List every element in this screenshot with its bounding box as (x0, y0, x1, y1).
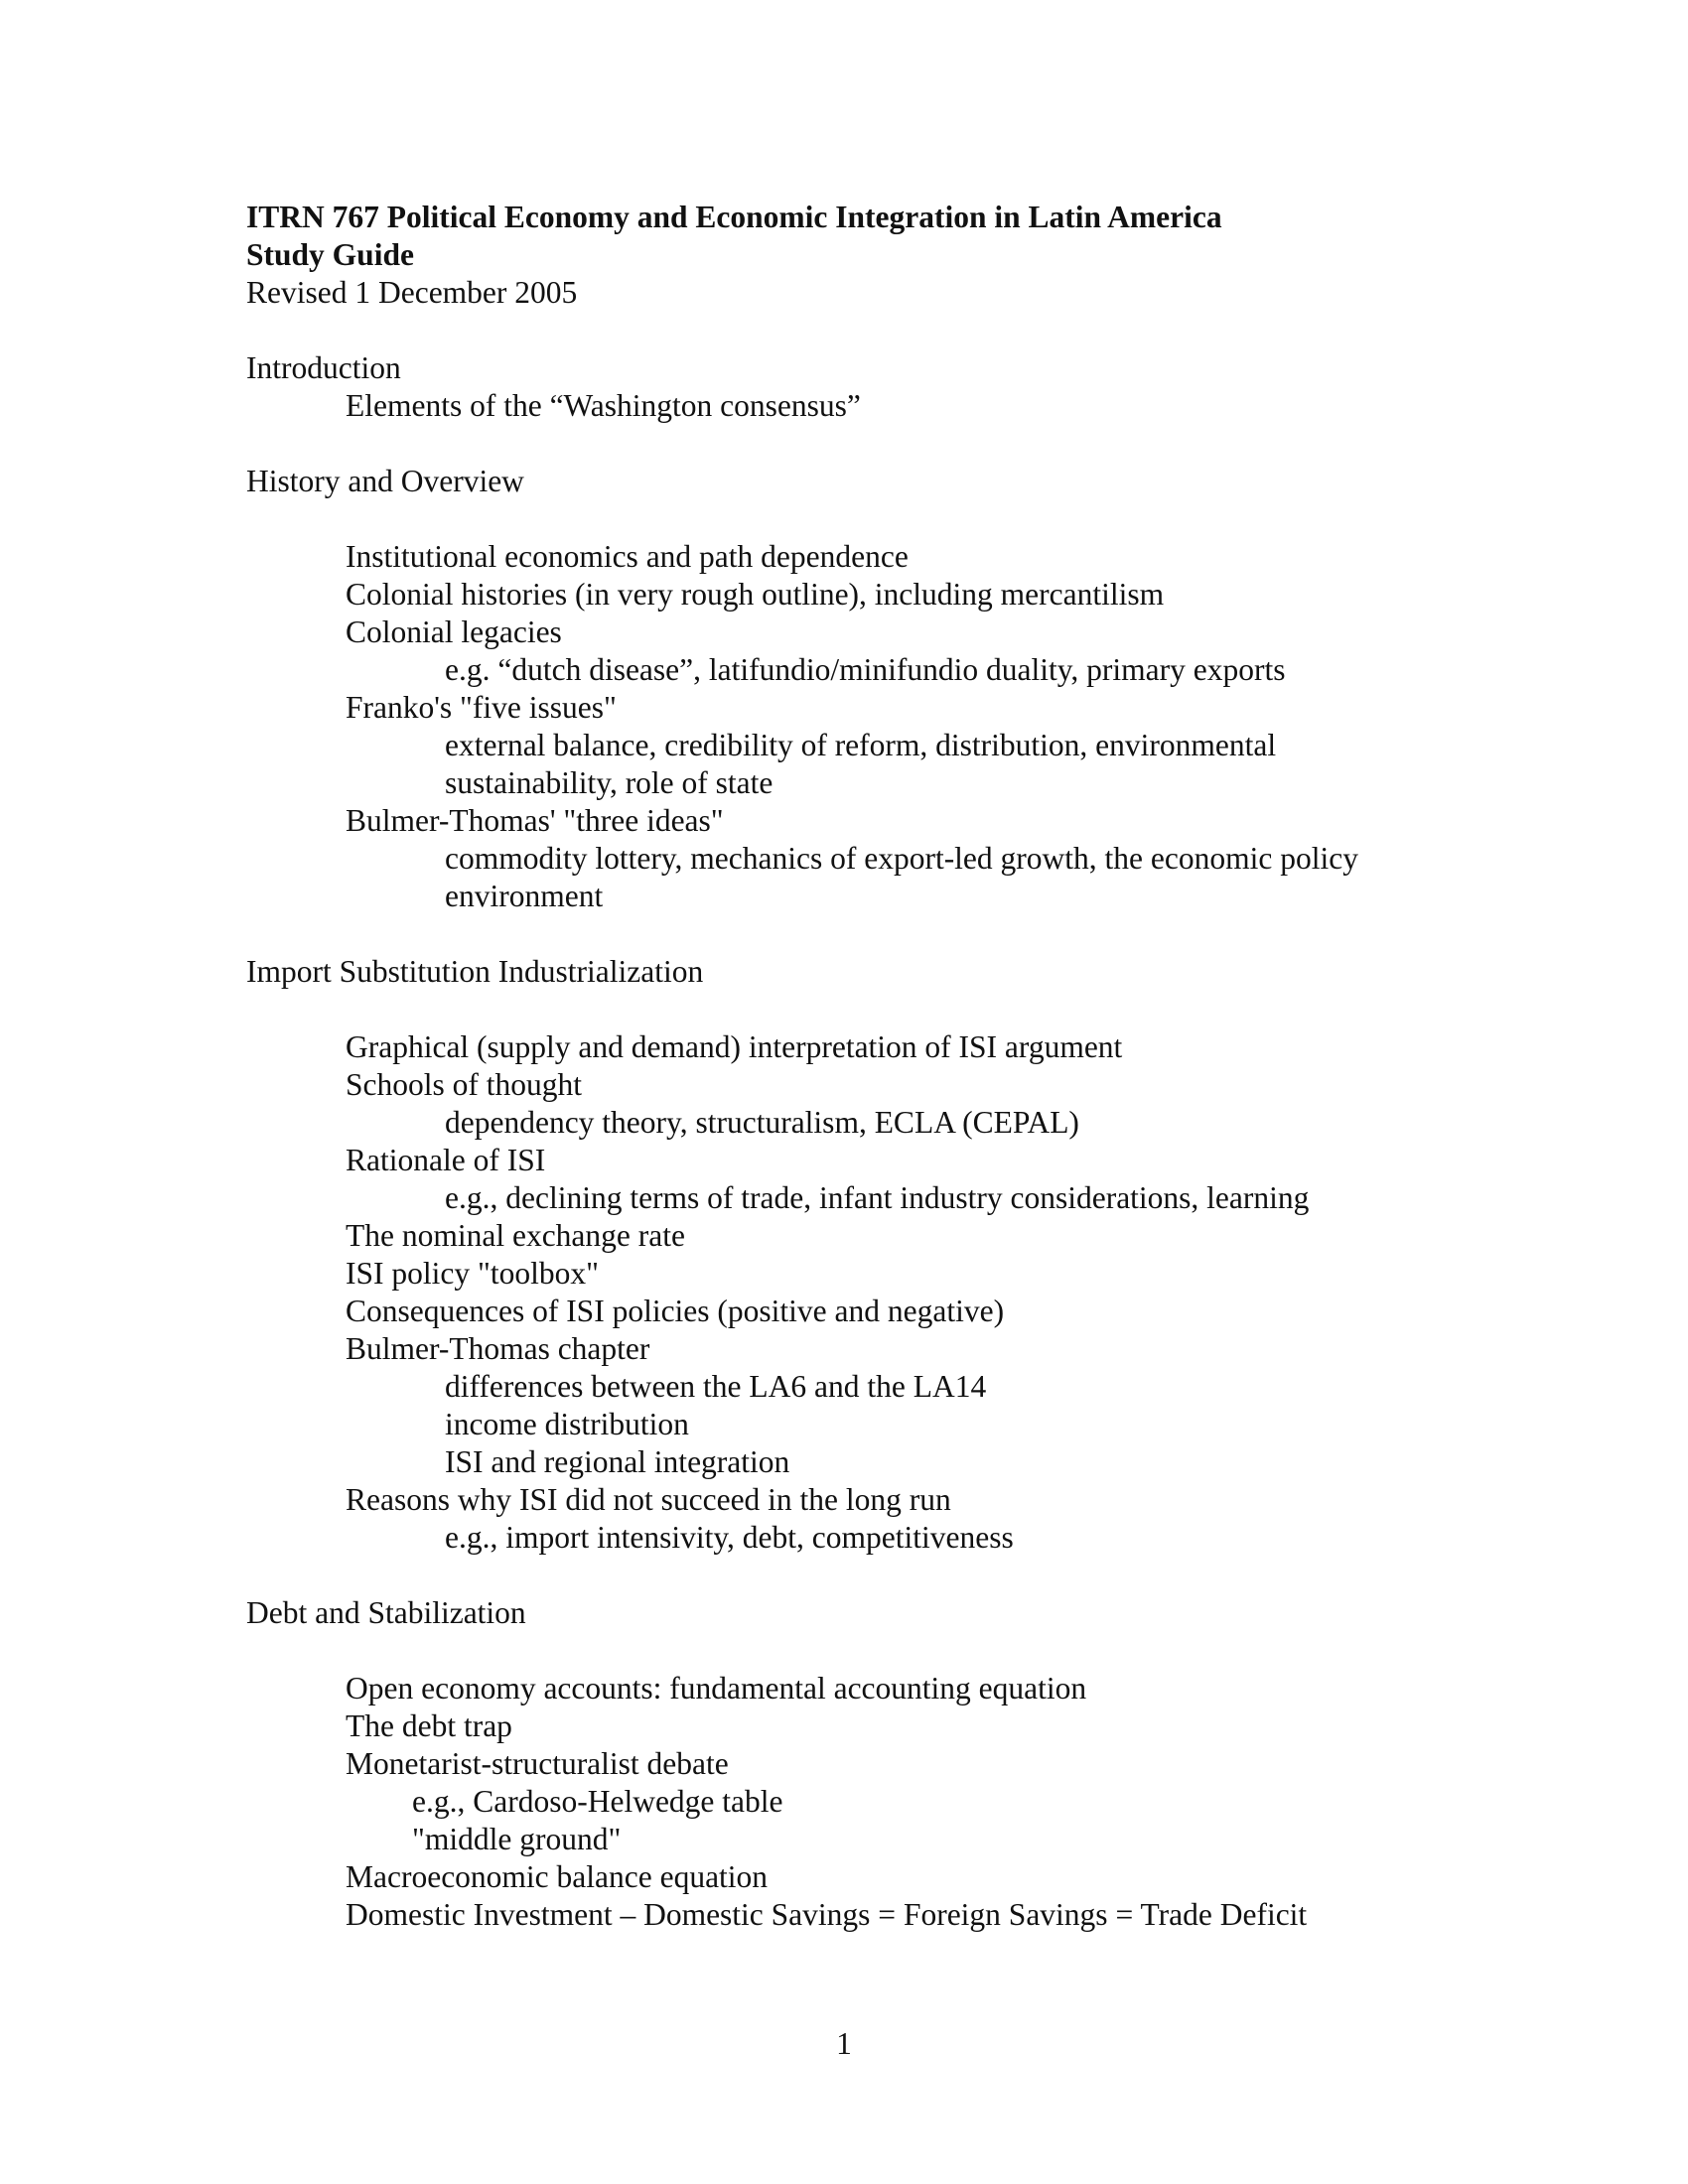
outline-subitem: commodity lottery, mechanics of export-led growth, the economic policy (445, 841, 1358, 876)
outline-subitem: e.g., Cardoso-Helwedge table (412, 1784, 783, 1819)
outline-subitem: environment (445, 879, 604, 913)
outline-item: Schools of thought (346, 1067, 583, 1102)
outline-subitem: ISI and regional integration (445, 1444, 790, 1479)
outline-item: Graphical (supply and demand) interpretation of ISI argument (346, 1029, 1123, 1064)
outline-subitem: e.g., import intensivity, debt, competitiveness (445, 1520, 1014, 1555)
outline-item: The debt trap (346, 1708, 512, 1743)
outline-subitem: e.g., declining terms of trade, infant industry considerations, learning (445, 1180, 1310, 1215)
outline-item: Rationale of ISI (346, 1143, 546, 1177)
outline-subitem: sustainability, role of state (445, 765, 774, 800)
outline-subitem: external balance, credibility of reform, distribution, environmental (445, 728, 1277, 762)
section-heading-debt: Debt and Stabilization (246, 1595, 526, 1630)
outline-item: Colonial histories (in very rough outline), including mercantilism (346, 577, 1165, 612)
outline-item: Domestic Investment – Domestic Savings = Foreign Savings = Trade Deficit (346, 1897, 1308, 1932)
outline-item: Elements of the “Washington consensus” (346, 388, 861, 423)
outline-item: Macroeconomic balance equation (346, 1859, 769, 1894)
outline-item: Reasons why ISI did not succeed in the long run (346, 1482, 951, 1517)
outline-item: Colonial legacies (346, 614, 562, 649)
outline-item: The nominal exchange rate (346, 1218, 685, 1253)
outline-item: Institutional economics and path dependence (346, 539, 909, 574)
outline-item: Bulmer-Thomas chapter (346, 1331, 650, 1366)
outline-subitem: e.g. “dutch disease”, latifundio/minifundio duality, primary exports (445, 652, 1286, 687)
section-heading-history: History and Overview (246, 464, 524, 498)
outline-item: ISI policy "toolbox" (346, 1256, 599, 1291)
outline-item: Bulmer-Thomas' "three ideas" (346, 803, 724, 838)
outline-item: Franko's "five issues" (346, 690, 617, 725)
outline-subitem: dependency theory, structuralism, ECLA (CEPAL) (445, 1105, 1079, 1140)
section-heading-introduction: Introduction (246, 350, 401, 385)
outline-subitem: income distribution (445, 1407, 689, 1441)
revision-date: Revised 1 December 2005 (246, 275, 578, 310)
outline-subitem: "middle ground" (412, 1822, 622, 1856)
page-number: 1 (836, 2026, 852, 2061)
outline-item: Open economy accounts: fundamental accounting equation (346, 1671, 1087, 1706)
document-subtitle: Study Guide (246, 237, 414, 272)
section-heading-isi: Import Substitution Industrialization (246, 954, 704, 989)
document-title: ITRN 767 Political Economy and Economic Integration in Latin America (246, 200, 1222, 234)
outline-item: Monetarist-structuralist debate (346, 1746, 729, 1781)
outline-subitem: differences between the LA6 and the LA14 (445, 1369, 987, 1404)
outline-item: Consequences of ISI policies (positive and negative) (346, 1294, 1005, 1328)
